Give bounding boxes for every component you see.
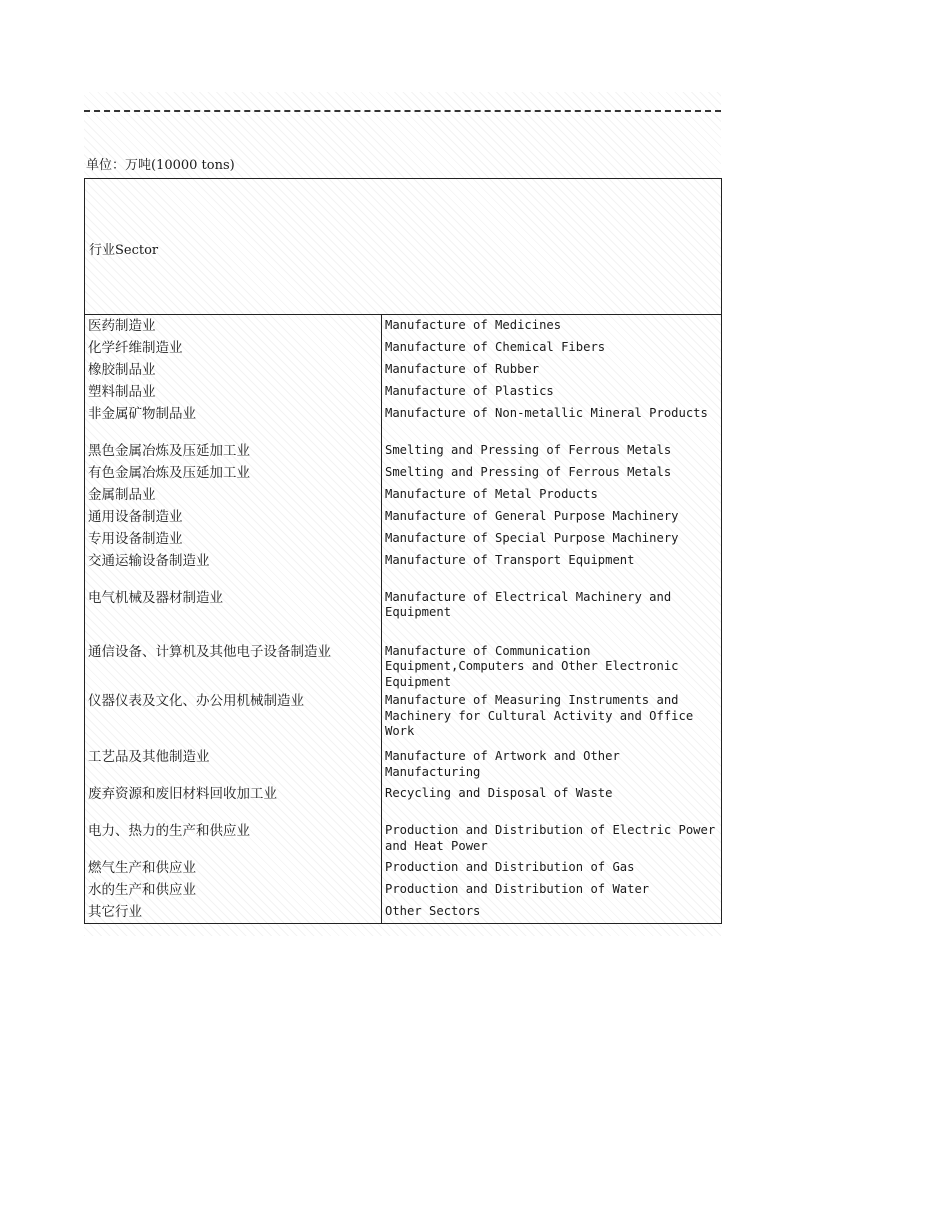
table-header-row [85, 179, 722, 315]
table-row [85, 403, 722, 440]
sector-en: Manufacture of Chemical Fibers [382, 337, 722, 359]
sector-en: Recycling and Disposal of Waste [382, 783, 722, 820]
sector-en: Manufacture of Non-metallic Mineral Products [382, 403, 722, 440]
sector-en: Manufacture of Measuring Instruments and Machinery for Cultural Activity and Office Work [382, 690, 722, 746]
sector-header: 行业Sector [85, 179, 722, 315]
sector-en: Production and Distribution of Gas [382, 857, 722, 879]
table-row [85, 381, 722, 403]
sector-zh: 燃气生产和供应业 [85, 857, 382, 879]
sector-en: Other Sectors [382, 901, 722, 923]
sector-en: Manufacture of General Purpose Machinery [382, 506, 722, 528]
table-row [85, 857, 722, 879]
sector-zh: 化学纤维制造业 [85, 337, 382, 359]
sector-zh: 金属制品业 [85, 484, 382, 506]
sector-zh: 其它行业 [85, 901, 382, 923]
table-row [85, 462, 722, 484]
table-row [85, 690, 722, 746]
sector-zh: 专用设备制造业 [85, 528, 382, 550]
sector-zh: 电力、热力的生产和供应业 [85, 820, 382, 857]
sector-zh: 塑料制品业 [85, 381, 382, 403]
sector-zh: 通信设备、计算机及其他电子设备制造业 [85, 634, 382, 691]
sector-en: Manufacture of Transport Equipment [382, 550, 722, 578]
sector-en: Manufacture of Artwork and Other Manufacturing [382, 746, 722, 783]
table-row [85, 578, 722, 634]
sector-en: Smelting and Pressing of Ferrous Metals [382, 462, 722, 484]
table-row [85, 901, 722, 923]
sector-zh: 水的生产和供应业 [85, 879, 382, 901]
table-row [85, 783, 722, 820]
sector-zh: 交通运输设备制造业 [85, 550, 382, 578]
sector-zh: 废弃资源和废旧材料回收加工业 [85, 783, 382, 820]
sector-en: Manufacture of Medicines [382, 315, 722, 337]
sector-en: Manufacture of Communication Equipment,Computers and Other Electronic Equipment [382, 634, 722, 691]
sector-zh: 黑色金属冶炼及压延加工业 [85, 440, 382, 462]
sector-en: Manufacture of Plastics [382, 381, 722, 403]
sector-en: Manufacture of Electrical Machinery and Equipment [382, 578, 722, 634]
sector-zh: 仪器仪表及文化、办公用机械制造业 [85, 690, 382, 746]
table-row [85, 337, 722, 359]
sector-zh: 通用设备制造业 [85, 506, 382, 528]
sector-zh: 电气机械及器材制造业 [85, 578, 382, 634]
table-row [85, 359, 722, 381]
table-row [85, 634, 722, 691]
sector-zh: 工艺品及其他制造业 [85, 746, 382, 783]
sector-en: Production and Distribution of Water [382, 879, 722, 901]
table-row [85, 746, 722, 783]
table-row [85, 820, 722, 857]
sector-en: Production and Distribution of Electric Power and Heat Power [382, 820, 722, 857]
table-row [85, 440, 722, 462]
table-row [85, 484, 722, 506]
sector-en: Manufacture of Metal Products [382, 484, 722, 506]
sector-zh: 医药制造业 [85, 315, 382, 337]
sector-zh: 橡胶制品业 [85, 359, 382, 381]
sector-en: Manufacture of Special Purpose Machinery [382, 528, 722, 550]
sector-en: Manufacture of Rubber [382, 359, 722, 381]
table-row [85, 315, 722, 337]
sector-zh: 有色金属冶炼及压延加工业 [85, 462, 382, 484]
unit-label: 单位：万吨(10000 tons) [86, 158, 235, 173]
sector-en: Smelting and Pressing of Ferrous Metals [382, 440, 722, 462]
table-row [85, 550, 722, 578]
table-row [85, 506, 722, 528]
title-dashed-rule [84, 110, 721, 112]
sector-table [84, 178, 722, 924]
sector-zh: 非金属矿物制品业 [85, 403, 382, 440]
table-row [85, 528, 722, 550]
table-row [85, 879, 722, 901]
